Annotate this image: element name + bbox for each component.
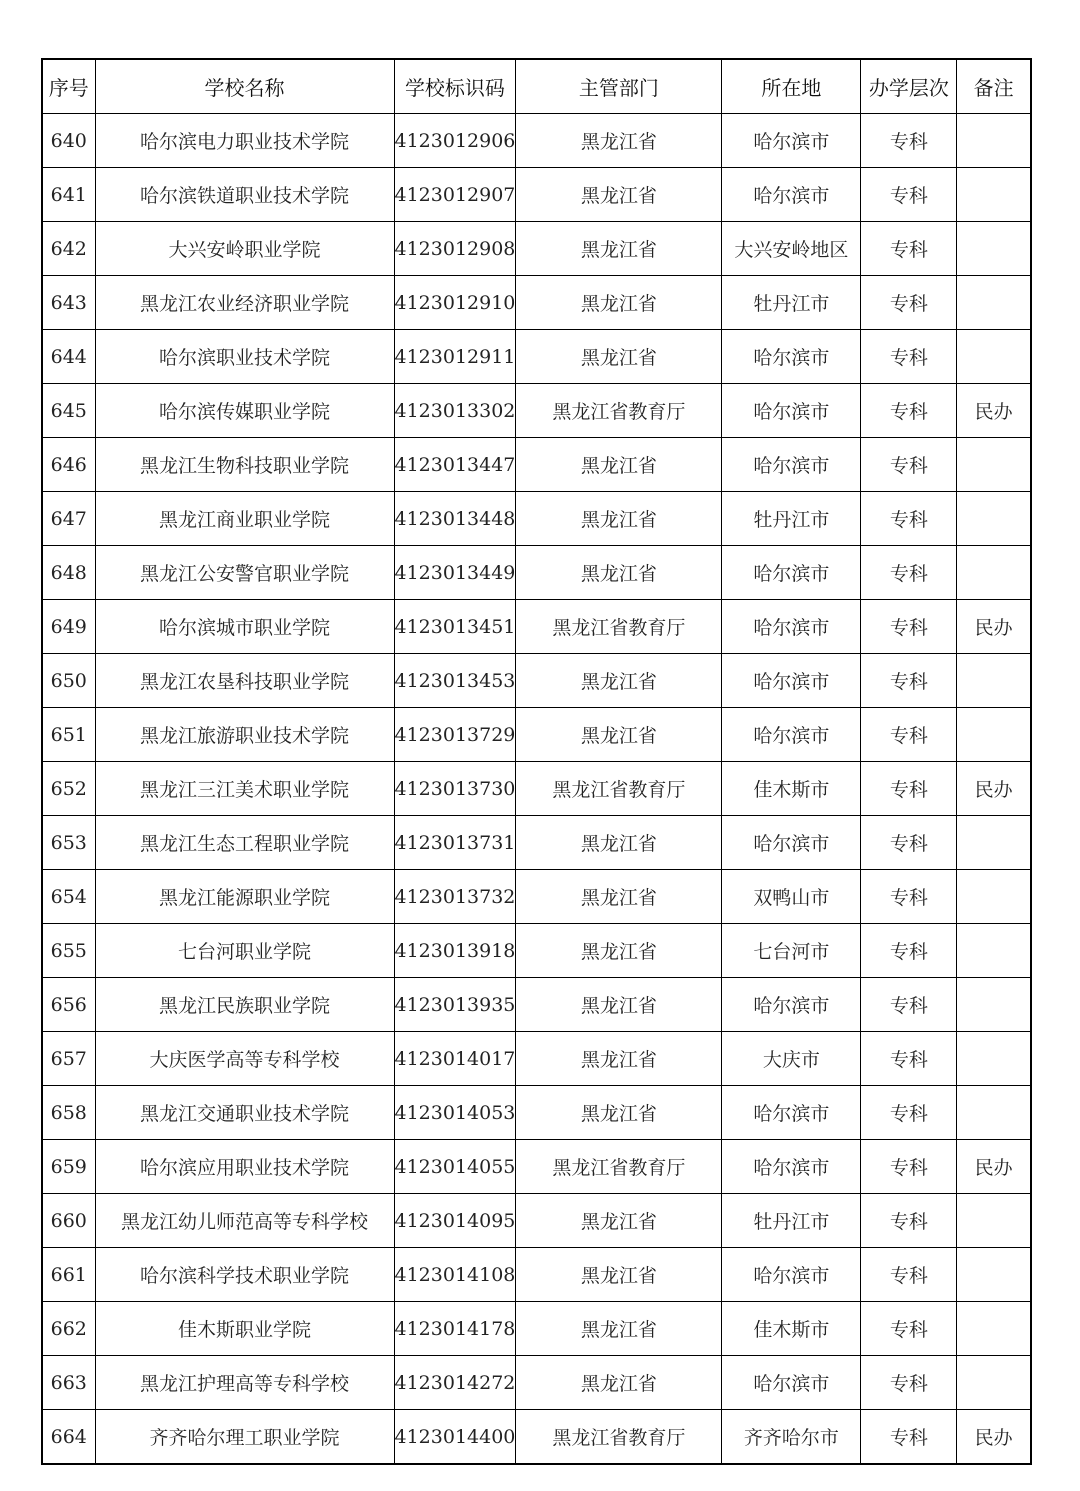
table-row <box>42 600 1031 654</box>
table-row <box>42 1302 1031 1356</box>
cell-index: 647 <box>42 492 95 546</box>
cell-department: 黑龙江省 <box>516 438 722 492</box>
cell-school-name: 黑龙江能源职业学院 <box>95 870 394 924</box>
cell-school-name: 黑龙江旅游职业技术学院 <box>95 708 394 762</box>
cell-level: 专科 <box>861 1086 957 1140</box>
cell-department: 黑龙江省教育厅 <box>516 600 722 654</box>
cell-school-code: 4123014095 <box>394 1194 516 1248</box>
cell-level: 专科 <box>861 330 957 384</box>
cell-school-code: 4123013935 <box>394 978 516 1032</box>
cell-department: 黑龙江省教育厅 <box>516 1410 722 1465</box>
cell-remarks <box>957 1302 1031 1356</box>
cell-level: 专科 <box>861 492 957 546</box>
cell-school-name: 大庆医学高等专科学校 <box>95 1032 394 1086</box>
cell-department: 黑龙江省 <box>516 1194 722 1248</box>
cell-index: 654 <box>42 870 95 924</box>
cell-school-code: 4123013449 <box>394 546 516 600</box>
table-row <box>42 222 1031 276</box>
cell-department: 黑龙江省 <box>516 168 722 222</box>
cell-remarks <box>957 492 1031 546</box>
cell-index: 656 <box>42 978 95 1032</box>
cell-remarks <box>957 1356 1031 1410</box>
cell-location: 哈尔滨市 <box>722 600 861 654</box>
cell-level: 专科 <box>861 978 957 1032</box>
cell-location: 哈尔滨市 <box>722 816 861 870</box>
cell-location: 哈尔滨市 <box>722 546 861 600</box>
cell-department: 黑龙江省 <box>516 1086 722 1140</box>
cell-department: 黑龙江省 <box>516 330 722 384</box>
header-school-code: 学校标识码 <box>394 59 516 114</box>
cell-level: 专科 <box>861 1356 957 1410</box>
cell-school-code: 4123014055 <box>394 1140 516 1194</box>
cell-school-name: 黑龙江护理高等专科学校 <box>95 1356 394 1410</box>
cell-remarks: 民办 <box>957 384 1031 438</box>
table-row <box>42 438 1031 492</box>
cell-level: 专科 <box>861 1140 957 1194</box>
cell-school-name: 哈尔滨铁道职业技术学院 <box>95 168 394 222</box>
cell-school-name: 大兴安岭职业学院 <box>95 222 394 276</box>
cell-level: 专科 <box>861 924 957 978</box>
cell-remarks <box>957 276 1031 330</box>
cell-location: 七台河市 <box>722 924 861 978</box>
table-row <box>42 654 1031 708</box>
cell-index: 641 <box>42 168 95 222</box>
cell-location: 哈尔滨市 <box>722 654 861 708</box>
cell-remarks <box>957 330 1031 384</box>
cell-index: 648 <box>42 546 95 600</box>
cell-index: 653 <box>42 816 95 870</box>
cell-remarks <box>957 654 1031 708</box>
cell-index: 661 <box>42 1248 95 1302</box>
header-school-name: 学校名称 <box>95 59 394 114</box>
cell-location: 哈尔滨市 <box>722 114 861 168</box>
cell-level: 专科 <box>861 276 957 330</box>
cell-location: 牡丹江市 <box>722 492 861 546</box>
cell-location: 牡丹江市 <box>722 1194 861 1248</box>
cell-department: 黑龙江省 <box>516 222 722 276</box>
cell-location: 哈尔滨市 <box>722 1248 861 1302</box>
cell-school-code: 4123013447 <box>394 438 516 492</box>
cell-school-code: 4123013732 <box>394 870 516 924</box>
table-row <box>42 330 1031 384</box>
table-row <box>42 1194 1031 1248</box>
cell-department: 黑龙江省 <box>516 1356 722 1410</box>
cell-school-code: 4123013731 <box>394 816 516 870</box>
cell-level: 专科 <box>861 1410 957 1465</box>
cell-remarks: 民办 <box>957 1410 1031 1465</box>
cell-location: 哈尔滨市 <box>722 168 861 222</box>
cell-department: 黑龙江省 <box>516 546 722 600</box>
cell-index: 651 <box>42 708 95 762</box>
cell-level: 专科 <box>861 1194 957 1248</box>
cell-location: 大兴安岭地区 <box>722 222 861 276</box>
table-row <box>42 168 1031 222</box>
table-row <box>42 1356 1031 1410</box>
cell-department: 黑龙江省 <box>516 708 722 762</box>
cell-index: 658 <box>42 1086 95 1140</box>
cell-school-name: 黑龙江公安警官职业学院 <box>95 546 394 600</box>
cell-level: 专科 <box>861 762 957 816</box>
cell-department: 黑龙江省教育厅 <box>516 1140 722 1194</box>
cell-school-code: 4123013453 <box>394 654 516 708</box>
cell-school-name: 黑龙江民族职业学院 <box>95 978 394 1032</box>
cell-index: 642 <box>42 222 95 276</box>
cell-remarks <box>957 816 1031 870</box>
cell-school-code: 4123013451 <box>394 600 516 654</box>
cell-school-name: 哈尔滨传媒职业学院 <box>95 384 394 438</box>
table-row <box>42 276 1031 330</box>
cell-school-name: 黑龙江幼儿师范高等专科学校 <box>95 1194 394 1248</box>
cell-department: 黑龙江省 <box>516 924 722 978</box>
cell-department: 黑龙江省 <box>516 114 722 168</box>
header-department: 主管部门 <box>516 59 722 114</box>
cell-index: 645 <box>42 384 95 438</box>
cell-department: 黑龙江省 <box>516 870 722 924</box>
table-row <box>42 1248 1031 1302</box>
cell-school-name: 佳木斯职业学院 <box>95 1302 394 1356</box>
table-row <box>42 384 1031 438</box>
cell-remarks <box>957 114 1031 168</box>
cell-index: 660 <box>42 1194 95 1248</box>
cell-remarks <box>957 708 1031 762</box>
cell-location: 佳木斯市 <box>722 1302 861 1356</box>
cell-remarks <box>957 546 1031 600</box>
cell-level: 专科 <box>861 1248 957 1302</box>
cell-level: 专科 <box>861 816 957 870</box>
cell-level: 专科 <box>861 546 957 600</box>
cell-school-code: 4123012907 <box>394 168 516 222</box>
cell-level: 专科 <box>861 384 957 438</box>
cell-index: 646 <box>42 438 95 492</box>
cell-school-name: 哈尔滨电力职业技术学院 <box>95 114 394 168</box>
cell-remarks <box>957 1248 1031 1302</box>
cell-location: 佳木斯市 <box>722 762 861 816</box>
cell-school-name: 黑龙江农垦科技职业学院 <box>95 654 394 708</box>
header-row <box>42 59 1031 114</box>
cell-school-code: 4123014108 <box>394 1248 516 1302</box>
cell-level: 专科 <box>861 114 957 168</box>
header-index: 序号 <box>42 59 95 114</box>
cell-school-name: 哈尔滨科学技术职业学院 <box>95 1248 394 1302</box>
cell-location: 牡丹江市 <box>722 276 861 330</box>
cell-index: 664 <box>42 1410 95 1465</box>
cell-department: 黑龙江省 <box>516 654 722 708</box>
cell-school-name: 哈尔滨应用职业技术学院 <box>95 1140 394 1194</box>
cell-level: 专科 <box>861 438 957 492</box>
cell-school-code: 4123014053 <box>394 1086 516 1140</box>
table-row <box>42 114 1031 168</box>
cell-department: 黑龙江省 <box>516 1032 722 1086</box>
cell-school-code: 4123014400 <box>394 1410 516 1465</box>
cell-remarks: 民办 <box>957 762 1031 816</box>
cell-department: 黑龙江省 <box>516 1302 722 1356</box>
cell-remarks <box>957 438 1031 492</box>
cell-location: 齐齐哈尔市 <box>722 1410 861 1465</box>
cell-location: 哈尔滨市 <box>722 1356 861 1410</box>
cell-department: 黑龙江省 <box>516 492 722 546</box>
cell-department: 黑龙江省 <box>516 978 722 1032</box>
cell-department: 黑龙江省 <box>516 816 722 870</box>
cell-school-code: 4123012911 <box>394 330 516 384</box>
cell-index: 640 <box>42 114 95 168</box>
cell-school-code: 4123012908 <box>394 222 516 276</box>
cell-location: 哈尔滨市 <box>722 330 861 384</box>
table-row <box>42 546 1031 600</box>
cell-level: 专科 <box>861 1302 957 1356</box>
cell-remarks <box>957 924 1031 978</box>
header-location: 所在地 <box>722 59 861 114</box>
cell-index: 655 <box>42 924 95 978</box>
cell-index: 643 <box>42 276 95 330</box>
cell-index: 649 <box>42 600 95 654</box>
cell-school-code: 4123013918 <box>394 924 516 978</box>
cell-level: 专科 <box>861 654 957 708</box>
cell-index: 650 <box>42 654 95 708</box>
cell-location: 哈尔滨市 <box>722 1086 861 1140</box>
cell-department: 黑龙江省 <box>516 276 722 330</box>
cell-school-code: 4123013302 <box>394 384 516 438</box>
cell-school-code: 4123013729 <box>394 708 516 762</box>
cell-remarks <box>957 1032 1031 1086</box>
cell-school-code: 4123012906 <box>394 114 516 168</box>
table-row <box>42 1032 1031 1086</box>
cell-location: 哈尔滨市 <box>722 438 861 492</box>
table-row <box>42 816 1031 870</box>
cell-level: 专科 <box>861 708 957 762</box>
cell-school-code: 4123014178 <box>394 1302 516 1356</box>
table-row <box>42 870 1031 924</box>
cell-school-name: 黑龙江农业经济职业学院 <box>95 276 394 330</box>
cell-level: 专科 <box>861 600 957 654</box>
cell-level: 专科 <box>861 1032 957 1086</box>
cell-school-code: 4123014017 <box>394 1032 516 1086</box>
cell-location: 哈尔滨市 <box>722 978 861 1032</box>
cell-level: 专科 <box>861 870 957 924</box>
cell-school-name: 黑龙江生物科技职业学院 <box>95 438 394 492</box>
cell-department: 黑龙江省教育厅 <box>516 762 722 816</box>
cell-school-code: 4123013730 <box>394 762 516 816</box>
table-row <box>42 708 1031 762</box>
cell-location: 哈尔滨市 <box>722 384 861 438</box>
cell-index: 652 <box>42 762 95 816</box>
table-row <box>42 492 1031 546</box>
cell-location: 哈尔滨市 <box>722 1140 861 1194</box>
table-row <box>42 1410 1031 1465</box>
cell-index: 663 <box>42 1356 95 1410</box>
cell-school-name: 黑龙江生态工程职业学院 <box>95 816 394 870</box>
cell-school-name: 黑龙江商业职业学院 <box>95 492 394 546</box>
header-remarks: 备注 <box>957 59 1031 114</box>
cell-remarks <box>957 222 1031 276</box>
header-level: 办学层次 <box>861 59 957 114</box>
cell-remarks <box>957 1086 1031 1140</box>
cell-remarks <box>957 870 1031 924</box>
cell-index: 662 <box>42 1302 95 1356</box>
table-row <box>42 1086 1031 1140</box>
cell-school-name: 齐齐哈尔理工职业学院 <box>95 1410 394 1465</box>
cell-location: 大庆市 <box>722 1032 861 1086</box>
table-row <box>42 924 1031 978</box>
cell-remarks <box>957 168 1031 222</box>
cell-department: 黑龙江省教育厅 <box>516 384 722 438</box>
cell-remarks <box>957 1194 1031 1248</box>
school-list-table <box>41 58 1032 1465</box>
cell-level: 专科 <box>861 222 957 276</box>
cell-school-name: 七台河职业学院 <box>95 924 394 978</box>
cell-index: 644 <box>42 330 95 384</box>
cell-remarks: 民办 <box>957 600 1031 654</box>
cell-remarks <box>957 978 1031 1032</box>
cell-school-name: 哈尔滨职业技术学院 <box>95 330 394 384</box>
cell-department: 黑龙江省 <box>516 1248 722 1302</box>
cell-index: 659 <box>42 1140 95 1194</box>
table-row <box>42 762 1031 816</box>
table-row <box>42 978 1031 1032</box>
cell-location: 哈尔滨市 <box>722 708 861 762</box>
cell-index: 657 <box>42 1032 95 1086</box>
cell-location: 双鸭山市 <box>722 870 861 924</box>
cell-remarks: 民办 <box>957 1140 1031 1194</box>
table-row <box>42 1140 1031 1194</box>
cell-school-code: 4123013448 <box>394 492 516 546</box>
cell-school-name: 哈尔滨城市职业学院 <box>95 600 394 654</box>
cell-school-code: 4123012910 <box>394 276 516 330</box>
cell-school-name: 黑龙江三江美术职业学院 <box>95 762 394 816</box>
cell-level: 专科 <box>861 168 957 222</box>
cell-school-code: 4123014272 <box>394 1356 516 1410</box>
cell-school-name: 黑龙江交通职业技术学院 <box>95 1086 394 1140</box>
